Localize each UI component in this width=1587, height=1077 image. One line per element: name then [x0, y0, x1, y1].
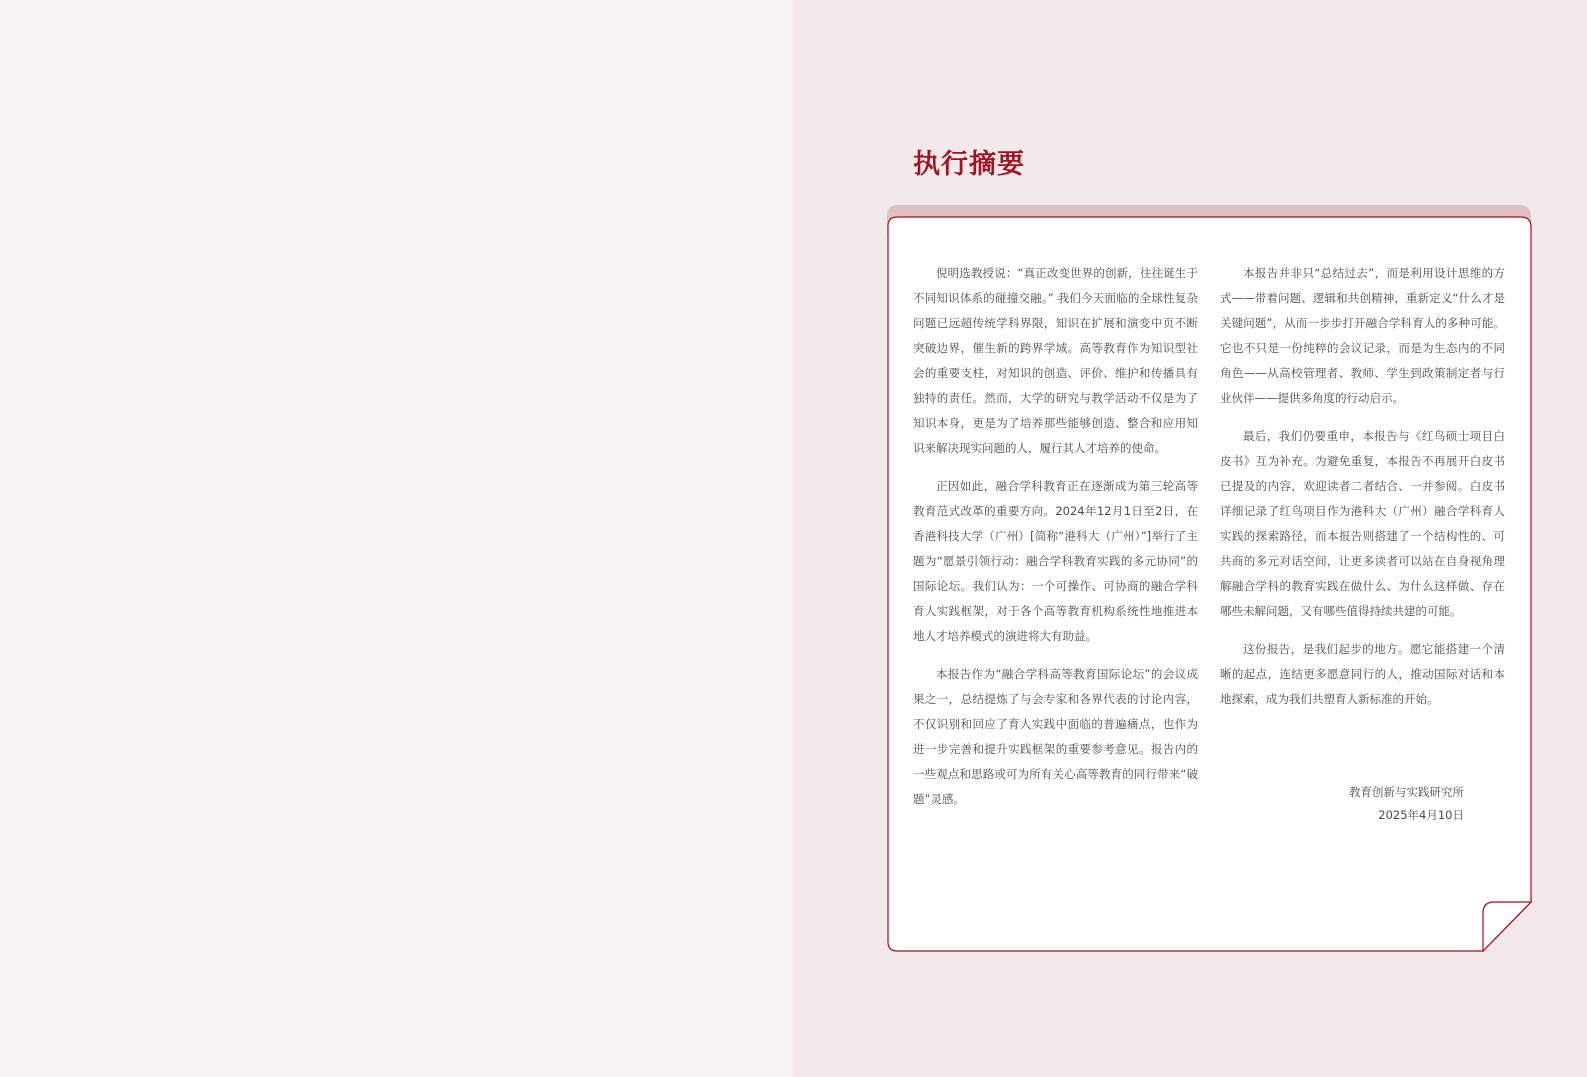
paragraph-2: 正因如此，融合学科教育正在逐渐成为第三轮高等教育范式改革的重要方向。2024年12月1日至2日，在香港科技大学（广州）[简称“港科大（广州）”]举行了主题为“愿景引领行动：融合学科教育实践的多元协同”的国际论坛。我们认为：一个可操作、可协商的融合学科育人实践框架，对于各个高等教育机构系统性地推进本地人才培养模式的演进将大有助益。	[913, 479, 1198, 643]
left-column	[913, 261, 1198, 825]
page-curl-icon	[1483, 902, 1531, 951]
right-column	[1220, 261, 1505, 725]
left-page	[0, 0, 793, 1077]
signature-block	[1220, 781, 1464, 827]
paragraph-1: 倪明选教授说：“真正改变世界的创新，往往诞生于不同知识体系的碰撞交融。” 我们今天面临的全球性复杂问题已远超传统学科界限，知识在扩展和演变中页不断突破边界，催生新的跨界学域。高等教育作为知识型社会的重要支柱，对知识的创造、评价、维护和传播具有独特的责任。然而，大学的研究与教学活动不仅是为了知识本身，更是为了培养那些能够创造、整合和应用知识来解决现实问题的人，履行其人才培养的使命。	[913, 266, 1198, 455]
paragraph-3: 本报告作为“融合学科高等教育国际论坛”的会议成果之一，总结提炼了与会专家和各界代表的讨论内容，不仅识别和回应了育人实践中面临的普遍痛点，也作为进一步完善和提升实践框架的重要参考意见。报告内的一些观点和思路或可为所有关心高等教育的同行带来“破题”灵感。	[913, 667, 1198, 806]
paragraph-4: 本报告并非只“总结过去”，而是利用设计思维的方式——带着问题、逻辑和共创精神，重新定义“什么才是关键问题”，从而一步步打开融合学科育人的多种可能。它也不只是一份纯粹的会议记录，而是为生态内的不同角色——从高校管理者、教师、学生到政策制定者与行业伙伴——提供多角度的行动启示。	[1220, 266, 1505, 405]
summary-card	[887, 216, 1532, 952]
signature-date: 2025年4月10日	[1378, 808, 1464, 822]
signature-organization: 教育创新与实践研究所	[1349, 785, 1464, 799]
page-title: 执行摘要	[913, 149, 1025, 180]
paragraph-6: 这份报告，是我们起步的地方。愿它能搭建一个清晰的起点，连结更多愿意同行的人，推动国际对话和本地探索，成为我们共塑育人新标准的开始。	[1220, 642, 1505, 706]
paragraph-5: 最后，我们仍要重申，本报告与《红鸟硕士项目白皮书》互为补充。为避免重复，本报告不再展开白皮书已提及的内容，欢迎读者二者结合、一并参阅。白皮书详细记录了红鸟项目作为港科大（广州）融合学科育人实践的探索路径，而本报告则搭建了一个结构性的、可共商的多元对话空间，让更多读者可以站在自身视角理解融合学科的教育实践在做什么、为什么这样做、存在哪些未解问题，又有哪些值得持续共建的可能。	[1220, 429, 1505, 618]
